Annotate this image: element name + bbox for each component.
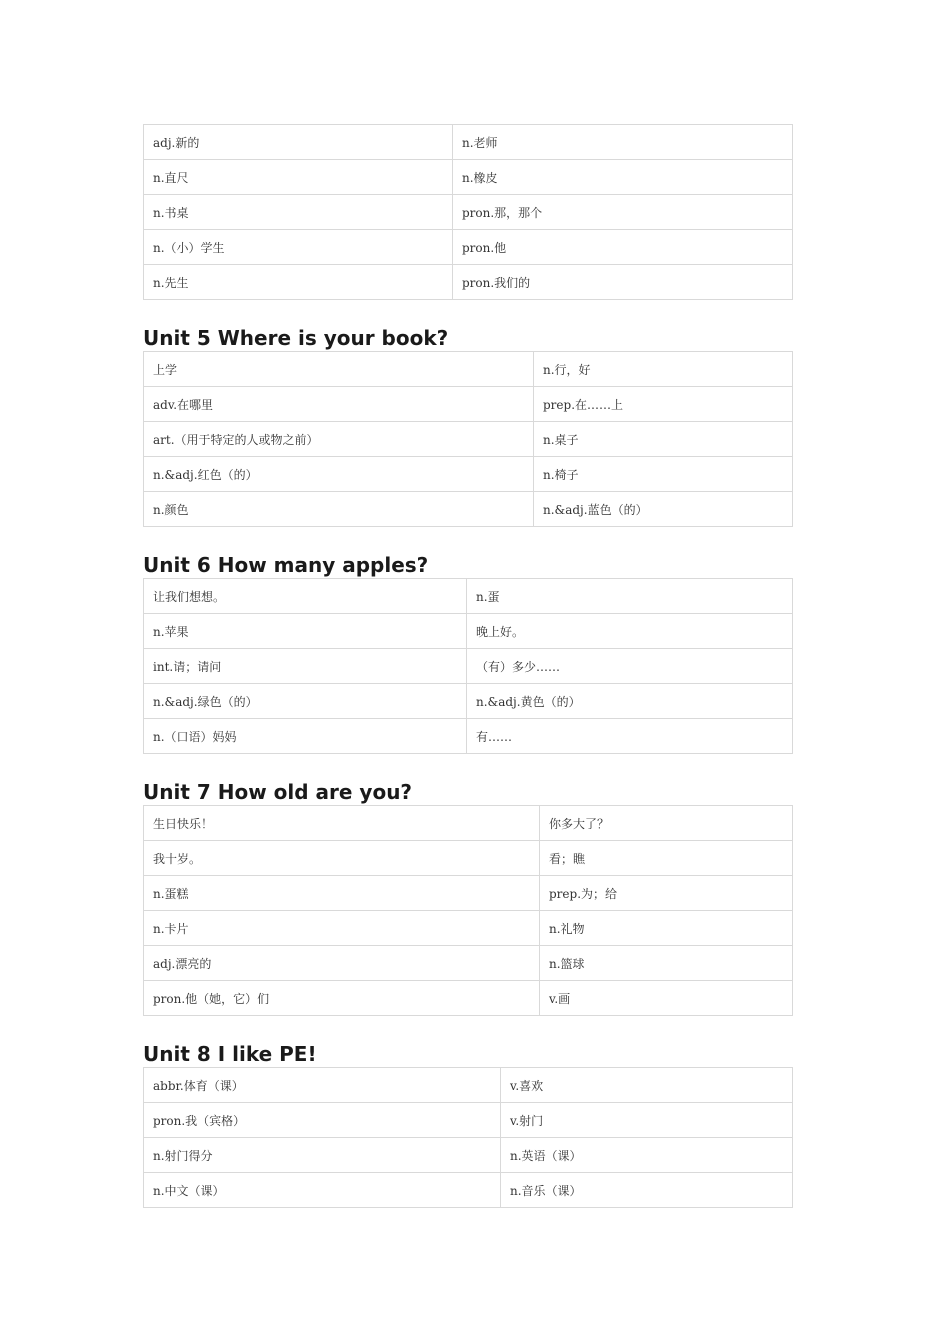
- table-cell: n.蛋: [467, 579, 793, 614]
- table-row: [144, 614, 793, 649]
- table-row: [144, 230, 793, 265]
- table-cell: adj.漂亮的: [144, 946, 540, 981]
- table-cell: n.苹果: [144, 614, 467, 649]
- table-cell: pron.那，那个: [453, 195, 793, 230]
- table-cell: n.&adj.蓝色（的）: [534, 492, 793, 527]
- table-cell: n.篮球: [540, 946, 793, 981]
- table-cell: n.书桌: [144, 195, 453, 230]
- table-cell: n.&adj.黄色（的）: [467, 684, 793, 719]
- table-cell: 上学: [144, 352, 534, 387]
- table-row: [144, 841, 793, 876]
- table-row: [144, 579, 793, 614]
- table-row: [144, 981, 793, 1016]
- table-cell: n.行，好: [534, 352, 793, 387]
- table-cell: n.中文（课）: [144, 1173, 501, 1208]
- table-row: [144, 1103, 793, 1138]
- table-cell: n.蛋糕: [144, 876, 540, 911]
- table-row: [144, 387, 793, 422]
- table-cell: adj.新的: [144, 125, 453, 160]
- table-cell: v.喜欢: [501, 1068, 793, 1103]
- vocab-table: [143, 578, 793, 754]
- table-cell: n.卡片: [144, 911, 540, 946]
- table-cell: adv.在哪里: [144, 387, 534, 422]
- table-row: [144, 684, 793, 719]
- table-cell: prep.在……上: [534, 387, 793, 422]
- table-cell: pron.我们的: [453, 265, 793, 300]
- table-cell: prep.为；给: [540, 876, 793, 911]
- table-row: [144, 946, 793, 981]
- table-cell: v.画: [540, 981, 793, 1016]
- table-cell: abbr.体育（课）: [144, 1068, 501, 1103]
- table-row: [144, 492, 793, 527]
- table-cell: n.桌子: [534, 422, 793, 457]
- vocab-section-unit7: [143, 779, 792, 1016]
- table-cell: n.礼物: [540, 911, 793, 946]
- table-cell: pron.我（宾格）: [144, 1103, 501, 1138]
- table-cell: pron.他（她，它）们: [144, 981, 540, 1016]
- section-heading: Unit 8 I like PE!: [143, 1042, 317, 1066]
- table-cell: 你多大了？: [540, 806, 793, 841]
- table-row: [144, 352, 793, 387]
- table-cell: v.射门: [501, 1103, 793, 1138]
- vocab-table: [143, 124, 793, 300]
- table-cell: n.老师: [453, 125, 793, 160]
- table-cell: 有……: [467, 719, 793, 754]
- table-cell: n.英语（课）: [501, 1138, 793, 1173]
- table-row: [144, 195, 793, 230]
- table-cell: n.&adj.红色（的）: [144, 457, 534, 492]
- table-cell: n.先生: [144, 265, 453, 300]
- vocab-section-unit6: [143, 552, 792, 754]
- table-row: [144, 649, 793, 684]
- vocab-section-unit4-continued: [143, 124, 792, 300]
- table-cell: （有）多少……: [467, 649, 793, 684]
- table-row: [144, 911, 793, 946]
- table-cell: n.&adj.绿色（的）: [144, 684, 467, 719]
- section-heading: Unit 7 How old are you?: [143, 780, 413, 804]
- table-cell: n.颜色: [144, 492, 534, 527]
- table-cell: 晚上好。: [467, 614, 793, 649]
- table-row: [144, 265, 793, 300]
- vocab-table: [143, 1067, 793, 1208]
- table-cell: n.音乐（课）: [501, 1173, 793, 1208]
- table-row: [144, 125, 793, 160]
- table-row: [144, 1138, 793, 1173]
- section-heading: Unit 5 Where is your book?: [143, 326, 449, 350]
- table-cell: n.射门得分: [144, 1138, 501, 1173]
- table-cell: n.橡皮: [453, 160, 793, 195]
- table-row: [144, 457, 793, 492]
- table-row: [144, 719, 793, 754]
- vocab-table: [143, 805, 793, 1016]
- table-cell: 看；瞧: [540, 841, 793, 876]
- vocab-table: [143, 351, 793, 527]
- vocab-section-unit5: [143, 325, 792, 527]
- table-cell: n.直尺: [144, 160, 453, 195]
- table-cell: pron.他: [453, 230, 793, 265]
- table-cell: 生日快乐！: [144, 806, 540, 841]
- table-cell: int.请；请问: [144, 649, 467, 684]
- table-cell: n.（小）学生: [144, 230, 453, 265]
- table-row: [144, 876, 793, 911]
- table-cell: art.（用于特定的人或物之前）: [144, 422, 534, 457]
- table-cell: 我十岁。: [144, 841, 540, 876]
- table-row: [144, 422, 793, 457]
- table-row: [144, 806, 793, 841]
- table-row: [144, 1068, 793, 1103]
- section-heading: Unit 6 How many apples?: [143, 553, 429, 577]
- table-cell: n.（口语）妈妈: [144, 719, 467, 754]
- table-cell: 让我们想想。: [144, 579, 467, 614]
- table-cell: n.椅子: [534, 457, 793, 492]
- vocab-section-unit8: [143, 1041, 792, 1208]
- table-row: [144, 1173, 793, 1208]
- table-row: [144, 160, 793, 195]
